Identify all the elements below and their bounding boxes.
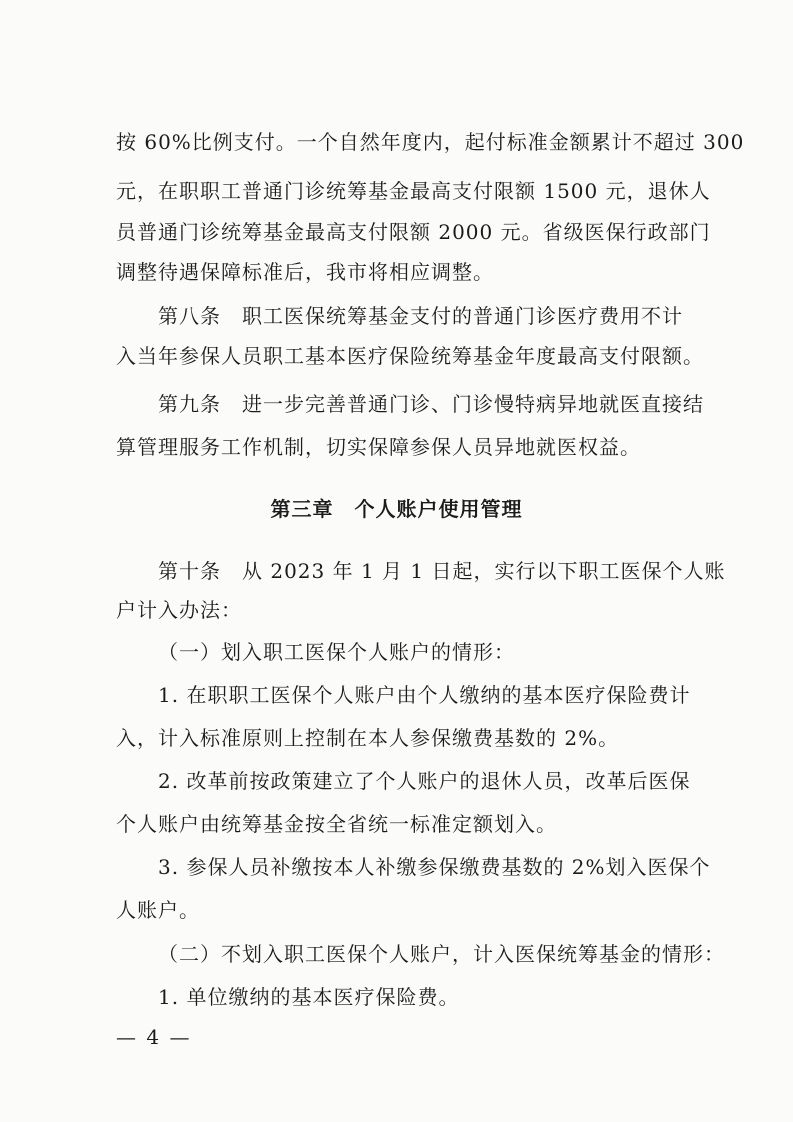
page-number: — 4 — (116, 1025, 192, 1049)
paragraph-line: 入当年参保人员职工基本医疗保险统筹基金年度最高支付限额。 (116, 344, 704, 368)
paragraph-line: 算管理服务工作机制，切实保障参保人员异地就医权益。 (116, 435, 641, 459)
paragraph-line: 户计入办法： (116, 598, 242, 622)
paragraph-line: 个人账户由统筹基金按全省统一标准定额划入。 (116, 812, 557, 836)
paragraph-line: 调整待遇保障标准后，我市将相应调整。 (116, 260, 494, 284)
paragraph-line: 按 60%比例支付。一个自然年度内，起付标准金额累计不超过 300 (116, 130, 745, 154)
paragraph-line: 人账户。 (116, 898, 200, 922)
paragraph-line: 元，在职职工普通门诊统筹基金最高支付限额 1500 元，退休人 (116, 179, 711, 203)
list-item: 3. 参保人员补缴按本人补缴参保缴费基数的 2%划入医保个 (158, 855, 711, 879)
list-item: 1. 单位缴纳的基本医疗保险费。 (158, 985, 460, 1009)
list-item: 1. 在职职工医保个人账户由个人缴纳的基本医疗保险费计 (158, 683, 691, 707)
article-10-line: 第十条 从 2023 年 1 月 1 日起，实行以下职工医保个人账 (158, 559, 726, 583)
paragraph-line: 员普通门诊统筹基金最高支付限额 2000 元。省级医保行政部门 (116, 220, 711, 244)
article-8-line: 第八条 职工医保统筹基金支付的普通门诊医疗费用不计 (158, 304, 683, 328)
paragraph-line: 入，计入标准原则上控制在本人参保缴费基数的 2%。 (116, 726, 620, 750)
chapter-heading: 第三章 个人账户使用管理 (270, 497, 523, 521)
sub-heading: （二）不划入职工医保个人账户，计入医保统筹基金的情形： (158, 942, 725, 966)
sub-heading: （一）划入职工医保个人账户的情形： (158, 640, 515, 664)
list-item: 2. 改革前按政策建立了个人账户的退休人员，改革后医保 (158, 769, 691, 793)
article-9-line: 第九条 进一步完善普通门诊、门诊慢特病异地就医直接结 (158, 392, 704, 416)
